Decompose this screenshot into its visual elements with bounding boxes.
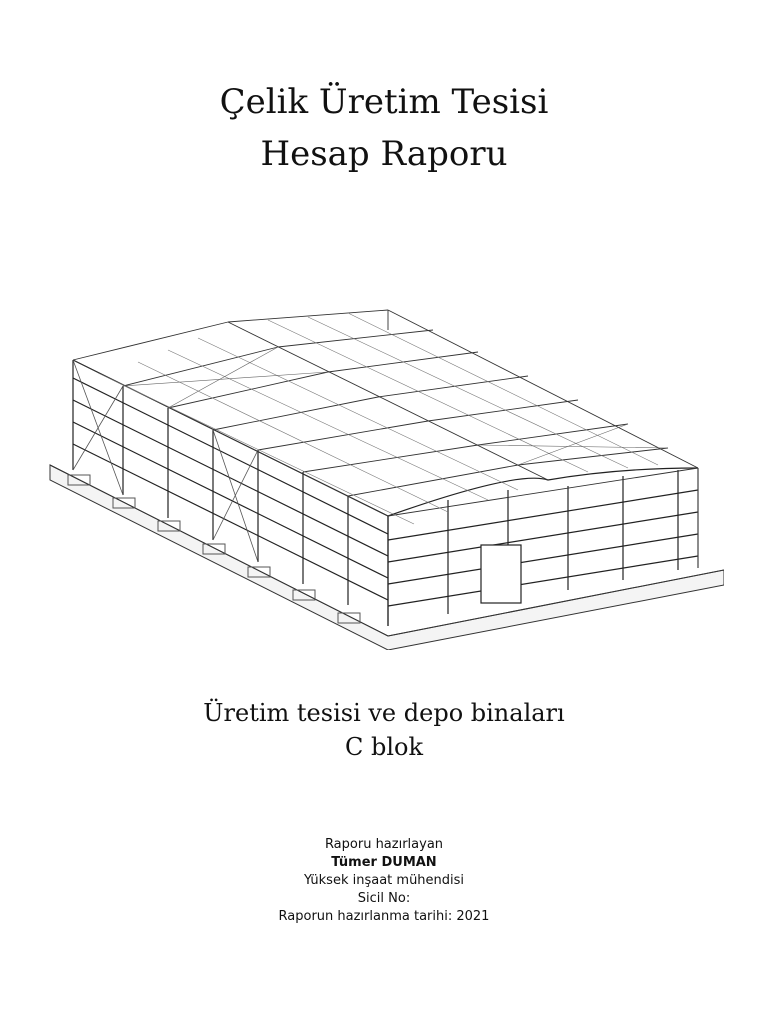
report-date: Raporun hazırlanma tarihi: 2021: [278, 909, 490, 924]
report-subtitle-line-2: C blok: [344, 733, 424, 761]
author-title: Yüksek inşaat mühendisi: [303, 873, 465, 888]
steel-frame-building-drawing: [48, 300, 724, 650]
report-title-line-2: Hesap Raporu: [260, 134, 508, 174]
report-subtitle-line-1: Üretim tesisi ve depo binaları: [203, 699, 565, 727]
author-name: Tümer DUMAN: [331, 855, 437, 870]
registration-number: Sicil No:: [357, 891, 411, 906]
report-title-line-1: Çelik Üretim Tesisi: [219, 82, 549, 122]
prepared-by-label: Raporu hazırlayan: [324, 837, 444, 852]
